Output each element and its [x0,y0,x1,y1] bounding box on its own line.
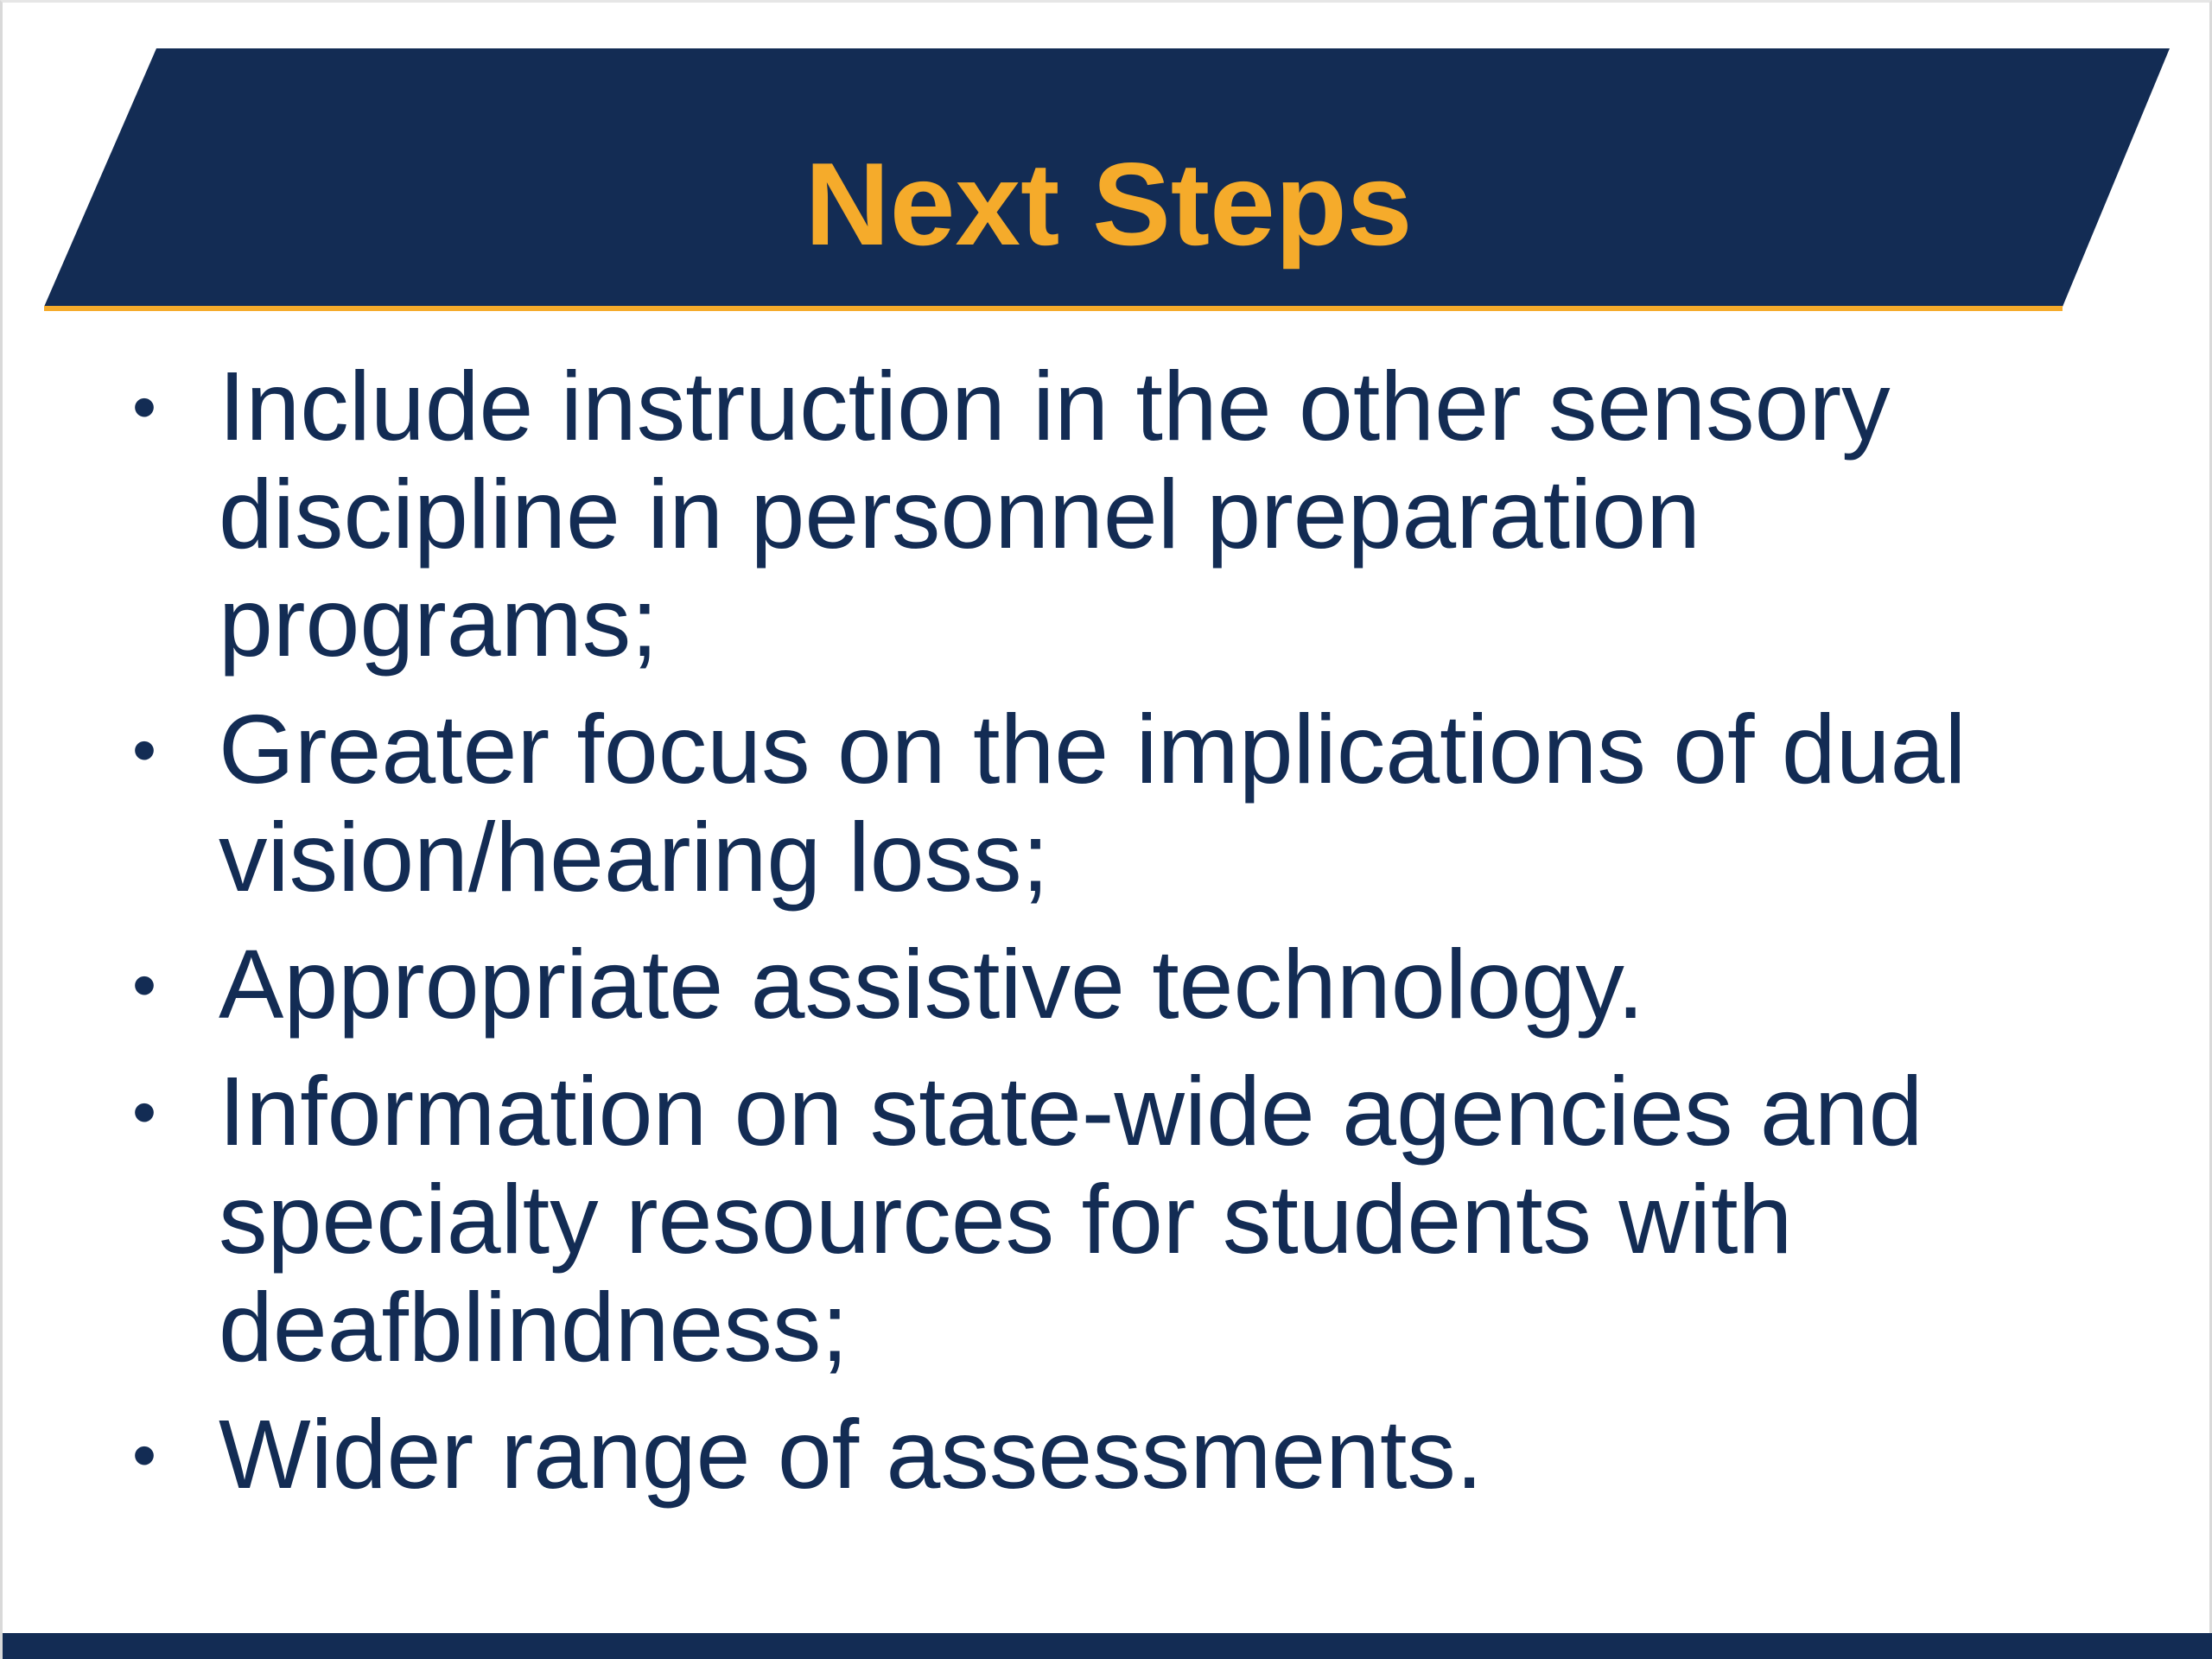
bullet-dot-icon: • [132,368,157,445]
bullet-dot-icon: • [132,1416,157,1493]
bullet-text: Appropriate assistive technology. [219,930,1644,1039]
bottom-bar [3,1633,2212,1659]
bullet-item [132,696,2059,912]
bullet-text: Greater focus on the implications of dual vision/hearing loss; [219,695,1967,912]
bullet-item [132,931,2059,1039]
bullet-dot-icon: • [132,711,157,788]
bullet-item [132,353,2059,677]
bullet-text: Information on state-wide agencies and specialty resources for students with deafblindness; [219,1057,1923,1382]
slide-title: Next Steps [804,138,1413,270]
bullet-item [132,1058,2059,1382]
bullet-list [132,353,2059,1528]
bullet-text: Include instruction in the other sensory discipline in personnel preparation programs; [219,352,1891,677]
bullet-text: Wider range of assessments. [219,1400,1484,1509]
bullet-dot-icon: • [132,1073,157,1150]
bullet-item [132,1401,2059,1509]
bullet-dot-icon: • [132,946,157,1023]
